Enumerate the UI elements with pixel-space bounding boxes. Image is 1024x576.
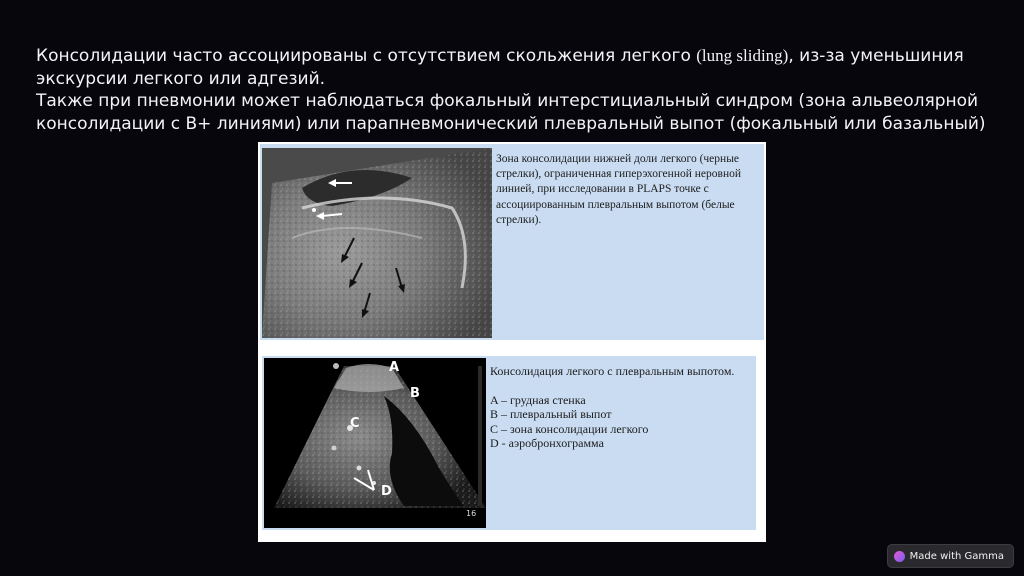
legend-item-a: A – грудная стенка — [490, 392, 586, 407]
top-caption: Зона консолидации нижней доли легкого (черные стрелки), ограниченная гиперэхогенной неровной линией, при исследовании в PLAPS точке с ассоциированным плевральным выпотом (белые стрелки). — [496, 153, 741, 226]
text-part-2: , из-за уменьшиния экскурсии легкого или адгезий. — [36, 46, 964, 89]
bottom-caption-title: Консолидация легкого с плевральным выпотом. — [490, 364, 735, 378]
top-panel — [260, 144, 764, 340]
ultrasound-figure — [258, 142, 766, 542]
bottom-panel — [262, 356, 756, 530]
label-b: B — [410, 386, 420, 401]
text-part-1: Консолидации часто ассоциированы с отсутствием скольжения легкого — [36, 46, 697, 66]
depth-label: 16 — [466, 509, 477, 518]
slide-text — [36, 45, 996, 135]
label-a: A — [389, 360, 400, 375]
ultrasound-image-top — [262, 148, 492, 338]
made-with-gamma-badge[interactable] — [887, 544, 1014, 568]
legend-item-c: C – зона консолидации легкого — [490, 421, 649, 436]
badge-label: Made with Gamma — [909, 550, 1004, 562]
lung-sliding-term: (lung sliding) — [696, 46, 789, 65]
paragraph-pneumonia: Также при пневмонии может наблюдаться фокальный интерстициальный синдром (зона альвеолярной консолидации с B+ линиями) или парапневмонический плевральный выпот (фокальный или базальный) — [36, 91, 986, 134]
ultrasound-image-bottom — [264, 358, 486, 528]
label-c: C — [350, 416, 360, 431]
legend-item-b: B – плевральный выпот — [490, 407, 612, 422]
label-d: D — [381, 484, 392, 499]
gamma-logo-icon — [894, 551, 905, 562]
paragraph-consolidation — [36, 45, 996, 90]
bottom-caption — [490, 364, 754, 451]
legend-item-d: D - аэробронхограмма — [490, 436, 604, 451]
